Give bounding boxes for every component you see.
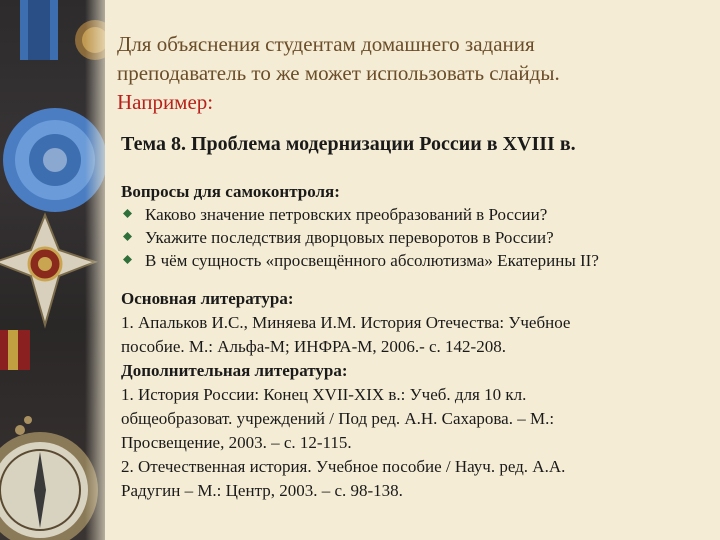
diamond-bullet-icon (123, 255, 132, 264)
literature-line: общеобразоват. учреждений / Под ред. А.Н. Сахарова. – М.: (121, 409, 555, 428)
question-text: Укажите последствия дворцовых переворотов в России? (145, 228, 554, 247)
literature-line: Просвещение, 2003. – с. 12-115. (121, 433, 352, 452)
question-item (121, 249, 711, 272)
intro-line-1: Для объяснения студентам домашнего задания (117, 32, 535, 56)
literature-line: Радугин – М.: Центр, 2003. – с. 98-138. (121, 481, 403, 500)
extra-literature-heading: Дополнительная литература: (121, 361, 348, 380)
question-text: В чём сущность «просвещённого абсолютизма» Екатерины II? (145, 251, 599, 270)
literature-line: 1. Апальков И.С., Миняева И.М. История Отечества: Учебное (121, 313, 571, 332)
intro-accent: Например: (117, 90, 214, 114)
questions-section (121, 180, 711, 272)
literature-line: 1. История России: Конец XVII-XIX в.: Учеб. для 10 кл. (121, 385, 527, 404)
question-item (121, 203, 711, 226)
photo-fade (85, 0, 105, 540)
question-item (121, 226, 711, 249)
questions-heading: Вопросы для самоконтроля: (121, 182, 340, 201)
diamond-bullet-icon (123, 209, 132, 218)
question-text: Каково значение петровских преобразований в России? (145, 205, 548, 224)
intro-text (117, 30, 712, 117)
literature-section (121, 287, 696, 503)
intro-line-2: преподаватель то же может использовать слайды. (117, 61, 560, 85)
medals-photo (0, 0, 105, 540)
topic-title: Тема 8. Проблема модернизации России в XVIII в. (121, 133, 576, 155)
main-literature-heading: Основная литература: (121, 289, 294, 308)
literature-line: 2. Отечественная история. Учебное пособие / Науч. ред. А.А. (121, 457, 566, 476)
diamond-bullet-icon (123, 232, 132, 241)
literature-line: пособие. М.: Альфа-М; ИНФРА-М, 2006.- с. 142-208. (121, 337, 506, 356)
